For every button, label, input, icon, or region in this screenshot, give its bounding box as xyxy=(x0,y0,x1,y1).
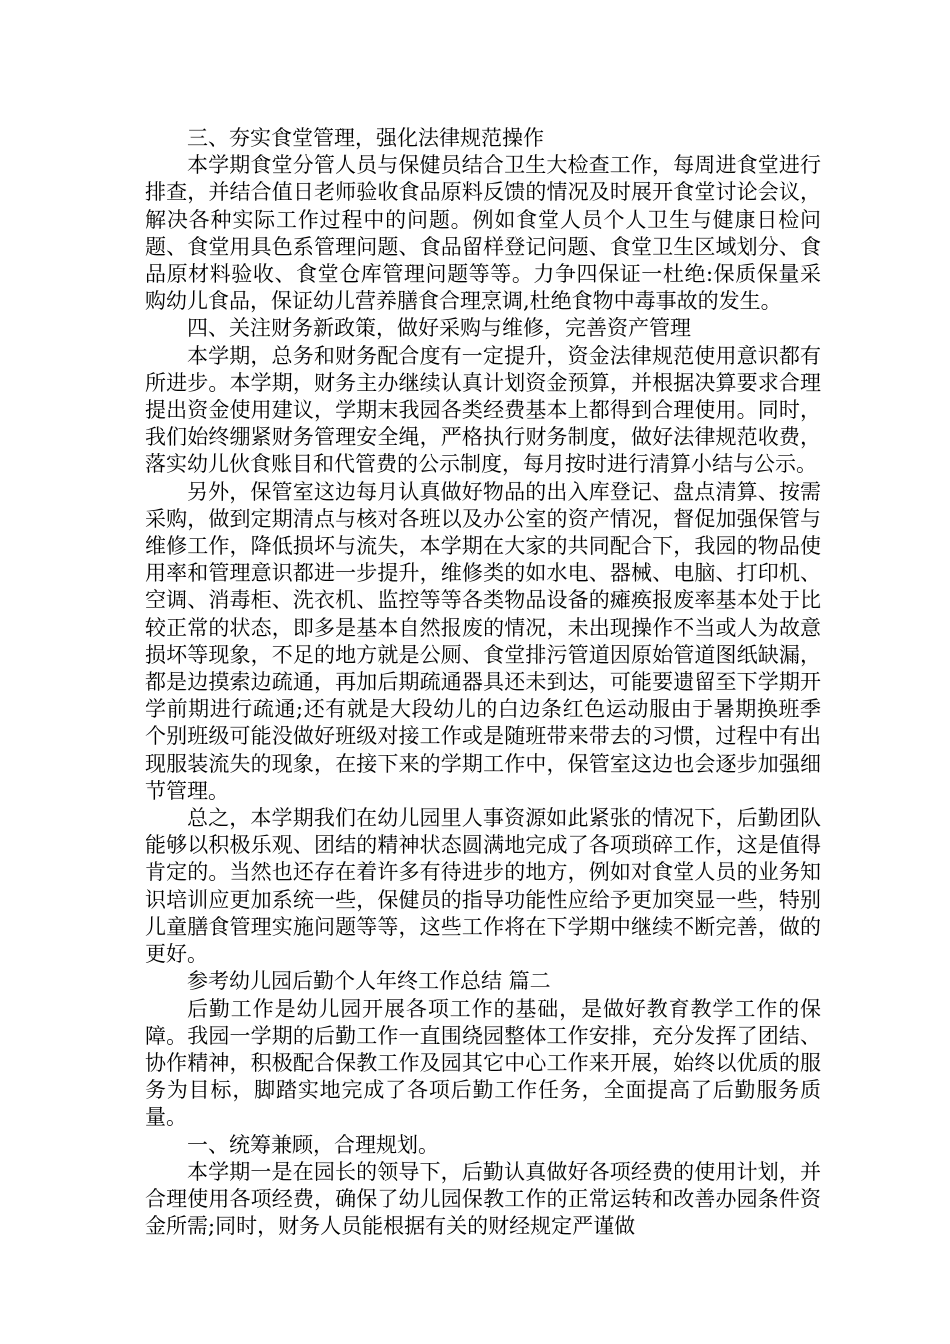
paragraph-budget-plan: 本学期一是在园长的领导下，后勤认真做好各项经费的使用计划，并合理使用各项经费，确保了幼儿园保教工作的正常运转和改善办园条件资金所需;同时，财务人员能根据有关的财经规定严谨做 xyxy=(145,1159,821,1239)
section-heading-finance: 四、关注财务新政策，做好采购与维修，完善资产管理 xyxy=(187,316,691,341)
section-heading-canteen: 三、夯实食堂管理，强化法律规范操作 xyxy=(187,126,544,150)
paragraph-finance-cooperation: 本学期，总务和财务配合度有一定提升，资金法律规范使用意识都有所进步。本学期，财务主办继续认真计划资金预算，并根据决算要求合理提出资金使用建议，学期末我园各类经费基本上都得到合理使用。同时，我们始终绷紧财务管理安全绳，严格执行财务制度，做好法律规范收费，落实幼儿伙食账目和代管费的公示制度，每月按时进行清算小结与公示。 xyxy=(145,343,821,477)
section-heading-planning: 一、统筹兼顾，合理规划。 xyxy=(187,1132,439,1157)
paragraph-storage-management: 另外，保管室这边每月认真做好物品的出入库登记、盘点清算、按需采购，做到定期清点与核对各班以及办公室的资产情况，督促加强保管与维修工作，降低损坏与流失，本学期在大家的共同配合下，我园的物品使用率和管理意识都进一步提升，维修类的如水电、器械、电脑、打印机、空调、消毒柜、洗衣机、监控等等各类物品设备的瘫痪报废率基本处于比较正常的状态，即多是基本自然报废的情况，未出现操作不当或人为故意损坏等现象，不足的地方就是公厕、食堂排污管道因原始管道图纸缺漏，都是边摸索边疏通，再加后期疏通器具还未到达，可能要遗留至下学期开学前期进行疏通;还有就是大段幼儿的白边条红色运动服由于暑期换班季个别班级可能没做好班级对接工作或是随班带来带去的习惯，过程中有出现服装流失的现象，在接下来的学期工作中，保管室这边也会逐步加强细节管理。 xyxy=(145,479,821,803)
paragraph-logistics-foundation: 后勤工作是幼儿园开展各项工作的基础，是做好教育教学工作的保障。我园一学期的后勤工作一直围绕园整体工作安排，充分发挥了团结、协作精神，积极配合保教工作及园其它中心工作来开展，始终以优质的服务为目标，脚踏实地完成了各项后勤工作任务，全面提高了后勤服务质量。 xyxy=(145,996,821,1130)
document-body xyxy=(145,125,821,1240)
article-title-part-two: 参考幼儿园后勤个人年终工作总结 篇二 xyxy=(187,969,551,994)
paragraph-canteen-management: 本学期食堂分管人员与保健员结合卫生大检查工作，每周进食堂进行排查，并结合值日老师验收食品原料反馈的情况及时展开食堂讨论会议，解决各种实际工作过程中的问题。例如食堂人员个人卫生与健康日检问题、食堂用具色系管理问题、食品留样登记问题、食堂卫生区域划分、食品原材料验收、食堂仓库管理问题等等。力争四保证一杜绝:保质保量采购幼儿食品，保证幼儿营养膳食合理烹调,杜绝食物中毒事故的发生。 xyxy=(145,153,821,314)
paragraph-summary: 总之，本学期我们在幼儿园里人事资源如此紧张的情况下，后勤团队能够以积极乐观、团结的精神状态圆满地完成了各项琐碎工作，这是值得肯定的。当然也还存在着许多有待进步的地方，例如对食堂人员的业务知识培训应更加系统一些，保健员的指导功能性应给予更加突显一些，特别儿童膳食管理实施问题等等，这些工作将在下学期中继续不断完善，做的更好。 xyxy=(145,806,821,967)
